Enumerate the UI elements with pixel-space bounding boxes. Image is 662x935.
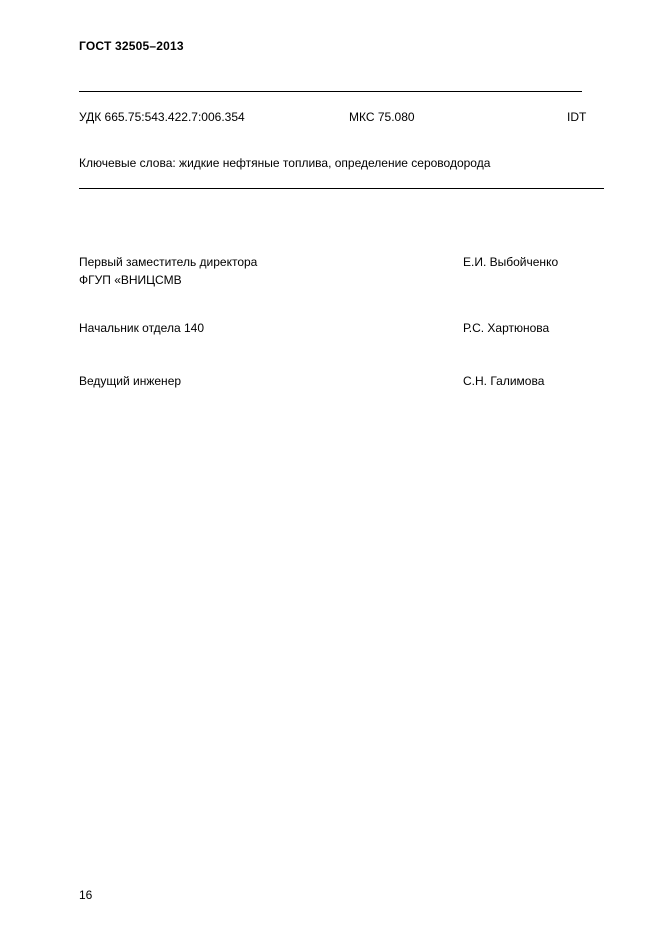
- keywords-divider: [79, 188, 604, 189]
- mks-code: МКС 75.080: [349, 110, 415, 124]
- signatory-2-name: Р.С. Хартюнова: [463, 321, 550, 335]
- signatory-3-name: С.Н. Галимова: [463, 374, 545, 388]
- page-number: 16: [79, 888, 93, 902]
- signatory-3-position: Ведущий инженер: [79, 374, 182, 388]
- top-divider: [79, 91, 582, 92]
- signatory-1-position: Первый заместитель директора: [79, 255, 258, 269]
- equivalence-code: IDT: [567, 110, 587, 124]
- udk-code: УДК 665.75:543.422.7:006.354: [79, 110, 245, 124]
- signatory-1-organization: ФГУП «ВНИЦСМВ: [79, 273, 182, 287]
- signatory-1-name: Е.И. Выбойченко: [463, 255, 559, 269]
- keywords-line: Ключевые слова: жидкие нефтяные топлива, определение сероводорода: [79, 156, 491, 170]
- signatory-2-position: Начальник отдела 140: [79, 321, 204, 335]
- document-code: ГОСТ 32505–2013: [79, 39, 184, 53]
